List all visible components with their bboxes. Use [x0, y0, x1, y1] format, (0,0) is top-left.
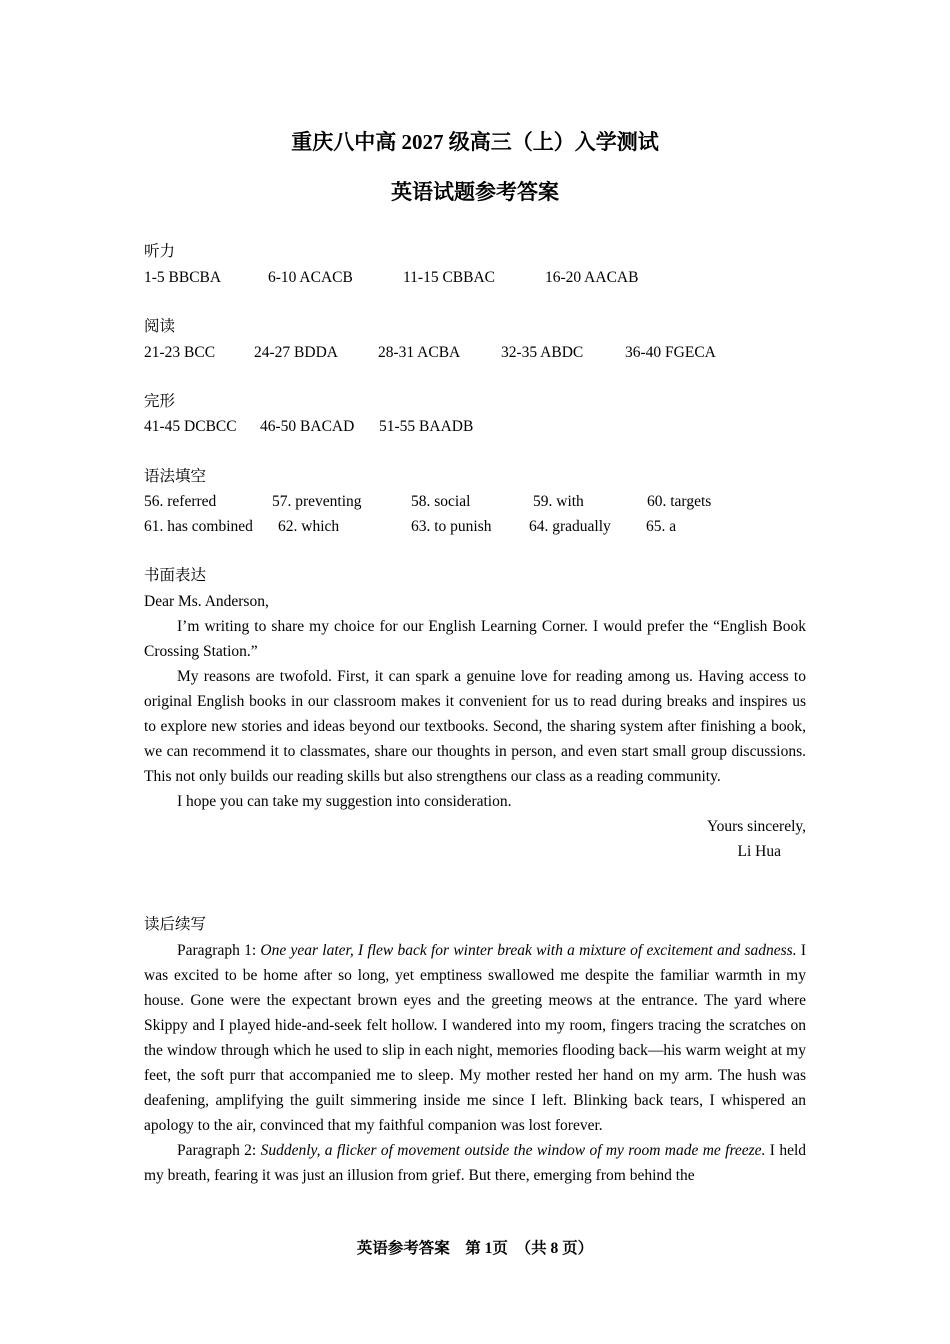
letter-body: [144, 589, 806, 864]
answer-group: 51-55 BAADB: [379, 418, 474, 435]
paragraph-label: Paragraph 1:: [177, 942, 261, 959]
letter-paragraph: I hope you can take my suggestion into consideration.: [177, 793, 512, 810]
page-title: 重庆八中高 2027 级高三（上）入学测试: [291, 130, 659, 154]
answer-group: 32-35 ABDC: [501, 344, 584, 361]
letter-greeting: Dear Ms. Anderson,: [144, 593, 269, 610]
continuation-paragraph-2: [144, 1138, 806, 1188]
continuation-body: [144, 938, 806, 1188]
answer-item: 60. targets: [647, 493, 712, 510]
answer-group: 28-31 ACBA: [378, 344, 461, 361]
answer-group: 21-23 BCC: [144, 344, 216, 361]
answer-group: 1-5 BBCBA: [144, 269, 222, 286]
answer-item: 56. referred: [144, 493, 217, 510]
answer-item: 61. has combined: [144, 518, 253, 535]
paragraph-text: I held my breath, fearing it was just an illusion from grief. But there, emerging from behind the: [144, 1142, 807, 1184]
answer-item: 57. preventing: [272, 493, 362, 510]
section-heading-continuation: 读后续写: [144, 916, 207, 933]
answer-group: 41-45 DCBCC: [144, 418, 237, 435]
answer-group: 36-40 FGECA: [625, 344, 716, 361]
answer-group: 11-15 CBBAC: [403, 269, 496, 286]
letter-closing: Yours sincerely,: [706, 818, 806, 835]
answer-group: 24-27 BDDA: [254, 344, 338, 361]
answer-item: 59. with: [533, 493, 584, 510]
paragraph-prompt: One year later, I flew back for winter break with a mixture of excitement and sadness.: [260, 942, 797, 959]
paragraph-prompt: Suddenly, a flicker of movement outside the window of my room made me freeze.: [260, 1142, 766, 1159]
answer-group: 16-20 AACAB: [545, 269, 639, 286]
section-heading-listening: 听力: [144, 243, 176, 260]
answer-group: 6-10 ACACB: [268, 269, 353, 286]
letter-paragraph: My reasons are twofold. First, it can spark a genuine love for reading among us. Having access to original English books in our classroom makes it convenient for us to read during breaks and inspires us to explore new stories and ideas beyond our textbooks. Second, the sharing system after finishing a book, we can recommend it to classmates, share our thoughts in person, and even start small group discussions. This not only builds our reading skills but also strengthens our class as a reading community.: [144, 668, 806, 785]
paragraph-text: I was excited to be home after so long, yet emptiness swallowed me despite the familiar warmth in my house. Gone were the expectant brown eyes and the greeting meows at the entrance. The yard where Skippy and I played hide-and-seek felt hollow. I wandered into my room, fingers tracing the scratches on the window through which he used to slip in each night, memories flooding back—his warm weight at my feet, the soft purr that accompanied me to sleep. My mother rested her hand on my arm. The hush was deafening, amplifying the guilt simmering inside me since I left. Blinking back tears, I whispered an apology to the air, convinced that my faithful companion was lost forever.: [144, 942, 806, 1134]
answer-item: 64. gradually: [529, 518, 611, 535]
continuation-paragraph-1: [144, 938, 806, 1138]
letter-paragraph: I’m writing to share my choice for our English Learning Corner. I would prefer the “English Book Crossing Station.”: [144, 618, 806, 660]
paragraph-label: Paragraph 2:: [177, 1142, 261, 1159]
answer-group: 46-50 BACAD: [260, 418, 355, 435]
answer-item: 63. to punish: [411, 518, 492, 535]
section-heading-reading: 阅读: [144, 318, 176, 335]
section-heading-grammar: 语法填空: [144, 468, 207, 485]
section-heading-writing: 书面表达: [144, 567, 207, 584]
letter-signature: Li Hua: [737, 843, 781, 860]
answer-item: 62. which: [278, 518, 340, 535]
answer-item: 58. social: [411, 493, 471, 510]
page-subtitle: 英语试题参考答案: [391, 180, 559, 204]
page-footer: 英语参考答案 第 1页 （共 8 页）: [356, 1240, 594, 1257]
answer-item: 65. a: [646, 518, 677, 535]
section-heading-cloze: 完形: [144, 393, 176, 410]
